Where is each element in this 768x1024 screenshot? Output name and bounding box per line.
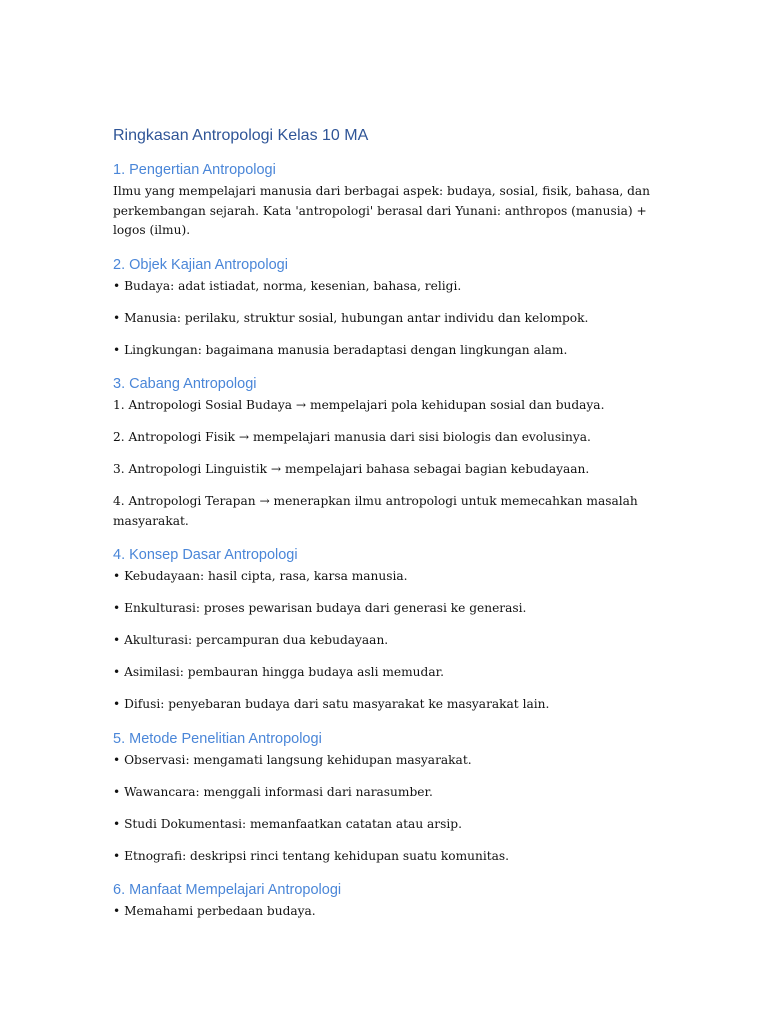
- list-item: • Lingkungan: bagaimana manusia beradaptasi dengan lingkungan alam.: [113, 342, 568, 357]
- section-paragraph: Ilmu yang mempelajari manusia dari berbagai aspek: budaya, sosial, fisik, bahasa, dan perkembangan sejarah. Kata 'antropologi' berasal dari Yunani: anthropos (manusia) + logos (ilmu).: [113, 184, 650, 237]
- section-objek-kajian: [113, 255, 673, 361]
- list-item: • Asimilasi: pembauran hingga budaya asli memudar.: [113, 665, 444, 679]
- document-title: Ringkasan Antropologi Kelas 10 MA: [113, 127, 369, 144]
- list-item: • Difusi: penyebaran budaya dari satu masyarakat ke masyarakat lain.: [113, 697, 550, 711]
- list-item: • Memahami perbedaan budaya.: [113, 904, 316, 918]
- section-heading: 6. Manfaat Mempelajari Antropologi: [113, 882, 342, 898]
- list-item: • Studi Dokumentasi: memanfaatkan catatan atau arsip.: [113, 816, 462, 831]
- list-item: 2. Antropologi Fisik → mempelajari manusia dari sisi biologis dan evolusinya.: [113, 430, 591, 444]
- section-pengertian: [113, 160, 673, 241]
- section-cabang: [113, 374, 673, 531]
- document-page: [113, 124, 673, 936]
- section-manfaat: [113, 880, 673, 922]
- section-konsep-dasar: [113, 545, 673, 715]
- section-heading: 2. Objek Kajian Antropologi: [113, 256, 288, 273]
- section-heading: 3. Cabang Antropologi: [113, 376, 257, 392]
- list-item: • Manusia: perilaku, struktur sosial, hubungan antar individu dan kelompok.: [113, 310, 589, 325]
- section-heading: 1. Pengertian Antropologi: [113, 162, 276, 178]
- section-heading: 5. Metode Penelitian Antropologi: [113, 730, 322, 747]
- list-item: • Observasi: mengamati langsung kehidupan masyarakat.: [113, 752, 472, 767]
- list-item: 4. Antropologi Terapan → menerapkan ilmu antropologi untuk memecahkan masalah masyarakat.: [113, 494, 638, 528]
- list-item: • Etnografi: deskripsi rinci tentang kehidupan suatu komunitas.: [113, 848, 510, 863]
- section-heading: 4. Konsep Dasar Antropologi: [113, 547, 298, 563]
- list-item: • Budaya: adat istiadat, norma, kesenian, bahasa, religi.: [113, 278, 462, 293]
- section-metode-penelitian: [113, 729, 673, 867]
- list-item: • Akulturasi: percampuran dua kebudayaan.: [113, 633, 389, 647]
- list-item: • Kebudayaan: hasil cipta, rasa, karsa manusia.: [113, 569, 408, 583]
- list-item: 3. Antropologi Linguistik → mempelajari bahasa sebagai bagian kebudayaan.: [113, 462, 590, 476]
- list-item: • Enkulturasi: proses pewarisan budaya dari generasi ke generasi.: [113, 601, 527, 615]
- list-item: 1. Antropologi Sosial Budaya → mempelajari pola kehidupan sosial dan budaya.: [113, 398, 605, 412]
- list-item: • Wawancara: menggali informasi dari narasumber.: [113, 784, 433, 799]
